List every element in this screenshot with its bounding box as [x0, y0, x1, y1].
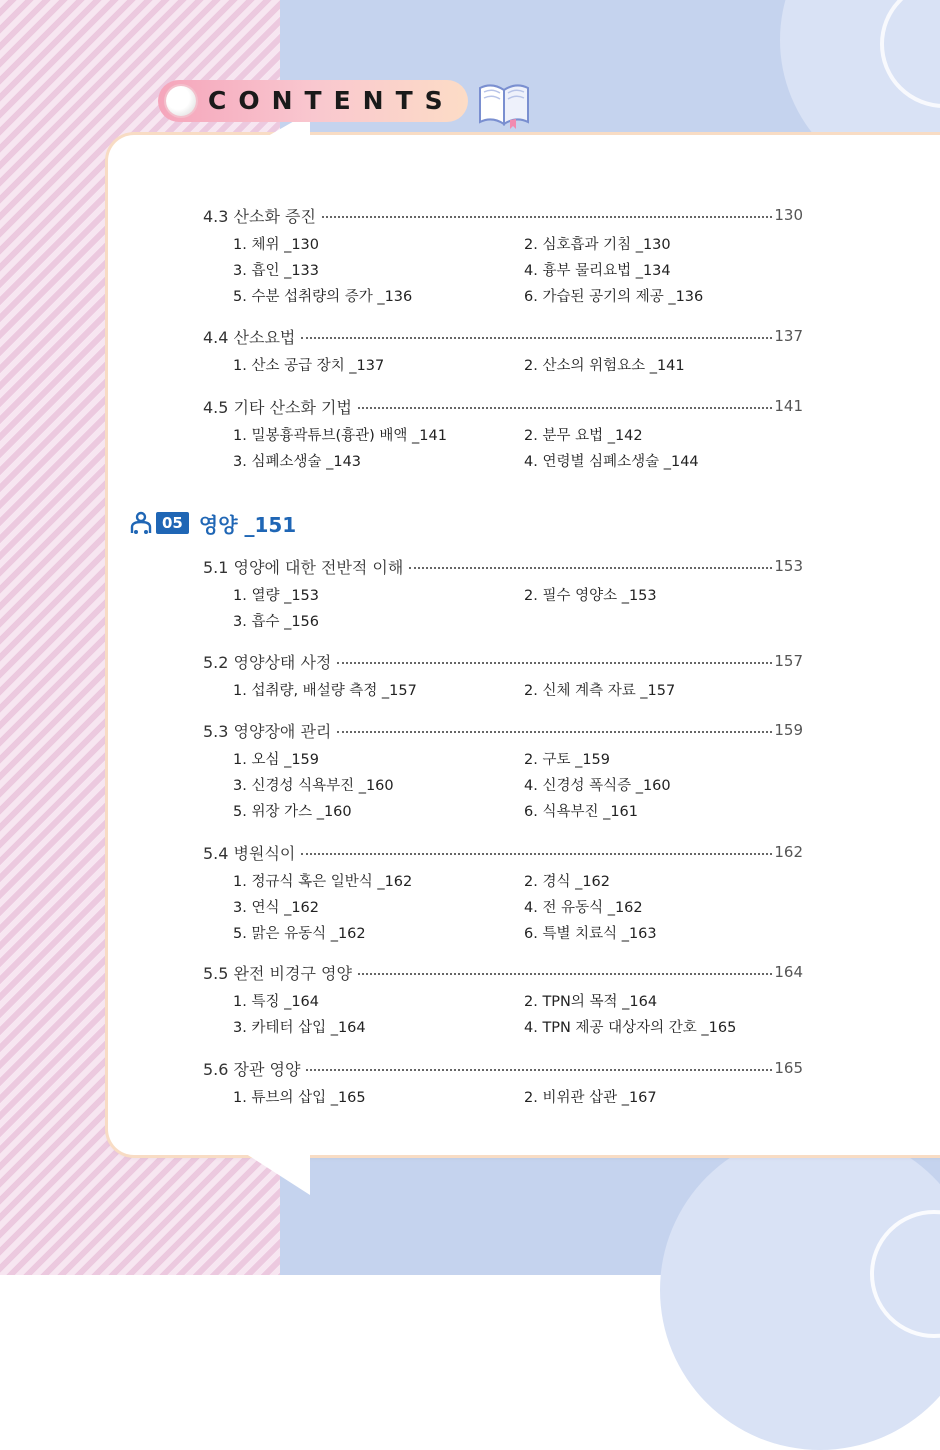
toc-item: 1. 튜브의 삽입 _165 [233, 1090, 366, 1106]
toc-item: 6. 가습된 공기의 제공 _136 [524, 289, 704, 305]
dot-leader [337, 662, 772, 664]
section-title: 4.3 산소화 증진 [203, 206, 316, 226]
toc-item: 2. 경식 _162 [524, 874, 610, 890]
toc-item: 1. 체위 _130 [233, 237, 319, 253]
toc-item: 3. 흡수 _156 [233, 614, 319, 630]
toc-item: 2. 산소의 위험요소 _141 [524, 358, 685, 374]
dot-leader [301, 337, 772, 339]
dot-leader [337, 731, 772, 733]
toc-item: 2. 비위관 삽관 _167 [524, 1090, 657, 1106]
toc-item: 2. TPN의 목적 _164 [524, 994, 658, 1010]
section-title: 5.5 완전 비경구 영양 [203, 963, 352, 983]
toc-item: 3. 연식 _162 [233, 900, 319, 916]
section-title: 5.4 병원식이 [203, 843, 296, 863]
toc-item: 2. 심호흡과 기침 _130 [524, 237, 671, 253]
toc-item: 6. 식욕부진 _161 [524, 804, 639, 820]
section-heading [203, 395, 803, 417]
section-page-number: 164 [774, 963, 803, 981]
toc-item: 1. 밀봉흉곽튜브(흉관) 배액 _141 [233, 428, 447, 444]
toc-item: 4. 흉부 물리요법 _134 [524, 263, 671, 279]
toc-item: 1. 특징 _164 [233, 994, 319, 1010]
toc-item: 5. 수분 섭취량의 증가 _136 [233, 289, 413, 305]
section-page-number: 153 [774, 557, 803, 575]
chapter-heading [130, 510, 296, 536]
page-title: CONTENTS [208, 86, 455, 115]
dot-leader [409, 567, 772, 569]
toc-item: 1. 오심 _159 [233, 752, 319, 768]
toc-item: 1. 열량 _153 [233, 588, 319, 604]
toc-item: 3. 흡인 _133 [233, 263, 319, 279]
section-heading [203, 1057, 803, 1079]
section-heading [203, 719, 803, 741]
person-icon [130, 511, 152, 535]
toc-item: 3. 카테터 삽입 _164 [233, 1020, 366, 1036]
toc-item: 3. 심폐소생술 _143 [233, 454, 362, 470]
section-heading [203, 961, 803, 983]
section-title: 5.3 영양장애 관리 [203, 721, 332, 741]
section-heading [203, 650, 803, 672]
toc-item: 4. 연령별 심폐소생술 _144 [524, 454, 699, 470]
toc-item: 4. 신경성 폭식증 _160 [524, 778, 671, 794]
section-title: 5.6 장관 영양 [203, 1059, 301, 1079]
section-heading [203, 555, 803, 577]
section-heading [203, 325, 803, 347]
section-page-number: 162 [774, 843, 803, 861]
toc-item: 5. 맑은 유동식 _162 [233, 926, 366, 942]
section-title: 4.5 기타 산소화 기법 [203, 397, 352, 417]
toc-item: 2. 필수 영양소 _153 [524, 588, 657, 604]
section-heading [203, 204, 803, 226]
chapter-number: 05 [156, 512, 189, 534]
toc-item: 3. 신경성 식욕부진 _160 [233, 778, 394, 794]
chapter-title: 영양 _151 [198, 512, 297, 537]
dot-leader [306, 1069, 772, 1071]
toc-item: 4. TPN 제공 대상자의 간호 _165 [524, 1020, 737, 1036]
section-page-number: 165 [774, 1059, 803, 1077]
section-page-number: 141 [774, 397, 803, 415]
section-page-number: 130 [774, 206, 803, 224]
toc-item: 1. 정규식 혹은 일반식 _162 [233, 874, 413, 890]
dot-leader [322, 216, 772, 218]
section-title: 5.1 영양에 대한 전반적 이해 [203, 557, 404, 577]
dot-leader [358, 973, 772, 975]
toc-item: 6. 특별 치료식 _163 [524, 926, 657, 942]
section-title: 4.4 산소요법 [203, 327, 296, 347]
section-title: 5.2 영양상태 사정 [203, 652, 332, 672]
toc-item: 4. 전 유동식 _162 [524, 900, 643, 916]
toc-item: 2. 구토 _159 [524, 752, 610, 768]
section-heading [203, 841, 803, 863]
toc-item: 1. 산소 공급 장치 _137 [233, 358, 385, 374]
toc-item: 2. 분무 요법 _142 [524, 428, 643, 444]
dot-leader [358, 407, 772, 409]
dot-leader [301, 853, 772, 855]
section-page-number: 157 [774, 652, 803, 670]
toc-item: 2. 신체 계측 자료 _157 [524, 683, 676, 699]
toc-item: 5. 위장 가스 _160 [233, 804, 352, 820]
section-page-number: 137 [774, 327, 803, 345]
section-page-number: 159 [774, 721, 803, 739]
toc-item: 1. 섭취량, 배설량 측정 _157 [233, 683, 417, 699]
